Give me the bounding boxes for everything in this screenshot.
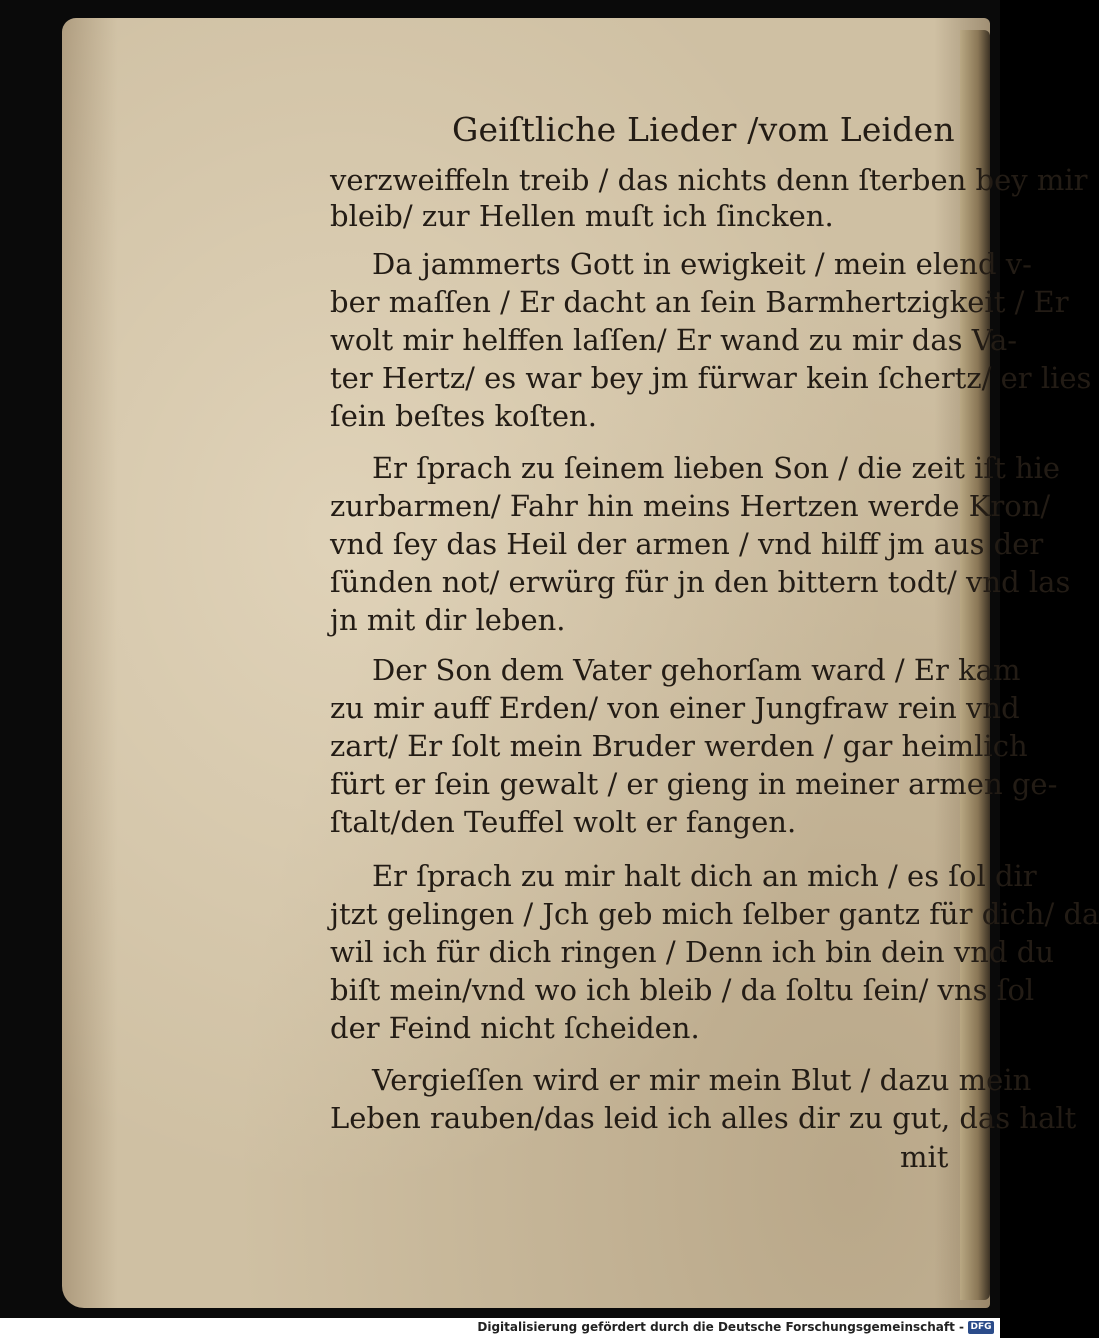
dfg-logo: DFG bbox=[968, 1321, 994, 1334]
text-line: wil ich für dich ringen / Denn ich bin dein vnd du bbox=[330, 935, 1055, 969]
text-line: ſtalt/den Teuffel wolt er fangen. bbox=[330, 805, 797, 839]
text-line: biſt mein/vnd wo ich bleib / da ſoltu ſein/ vns ſol bbox=[330, 973, 1035, 1007]
text-line: Er ſprach zu mir halt dich an mich / es ſol dir bbox=[372, 859, 1037, 893]
text-line: ſünden not/ erwürg für jn den bittern todt/ vnd las bbox=[330, 565, 1071, 599]
footer-bar bbox=[0, 1318, 1000, 1338]
text-line: zurbarmen/ Fahr hin meins Hertzen werde Kron/ bbox=[330, 489, 1051, 523]
text-line: zu mir auff Erden/ von einer Jungfraw rein vnd bbox=[330, 691, 1020, 725]
text-line: Der Son dem Vater gehorſam ward / Er kam bbox=[372, 653, 1021, 687]
text-line: bleib/ zur Hellen muſt ich ſincken. bbox=[330, 199, 834, 233]
text-line: Leben rauben/das leid ich alles dir zu gut, das halt bbox=[330, 1101, 1077, 1135]
text-line: Vergieſſen wird er mir mein Blut / dazu mein bbox=[372, 1063, 1032, 1097]
text-line: vnd ſey das Heil der armen / vnd hilff jm aus der bbox=[330, 527, 1044, 561]
text-line: Da jammerts Gott in ewigkeit / mein elend v- bbox=[372, 247, 1032, 281]
text-line: ber maſſen / Er dacht an ſein Barmhertzigkeit / Er bbox=[330, 285, 1069, 319]
text-line: ſein beſtes koſten. bbox=[330, 399, 597, 433]
text-line: zart/ Er ſolt mein Bruder werden / gar heimlich bbox=[330, 729, 1028, 763]
text-line: der Feind nicht ſcheiden. bbox=[330, 1011, 700, 1045]
text-line: fürt er ſein gewalt / er gieng in meiner armen ge- bbox=[330, 767, 1058, 801]
funding-notice: Digitalisierung gefördert durch die Deutsche Forschungsgemeinschaft - bbox=[477, 1320, 964, 1334]
text-line: jn mit dir leben. bbox=[330, 603, 566, 637]
text-line: verzweiffeln treib / das nichts denn ſterben bey mir bbox=[330, 163, 1088, 197]
catchword: mit bbox=[900, 1140, 949, 1174]
text-line: ter Hertz/ es war bey jm fürwar kein ſchertz/ er lies bbox=[330, 361, 1092, 395]
running-header: Geiſtliche Lieder /vom Leiden bbox=[452, 110, 955, 149]
text-line: wolt mir helffen laſſen/ Er wand zu mir das Va- bbox=[330, 323, 1018, 357]
text-line: Er ſprach zu ſeinem lieben Son / die zeit iſt hie bbox=[372, 451, 1061, 485]
text-line: jtzt gelingen / Jch geb mich ſelber gantz für dich/ da bbox=[330, 897, 1099, 931]
